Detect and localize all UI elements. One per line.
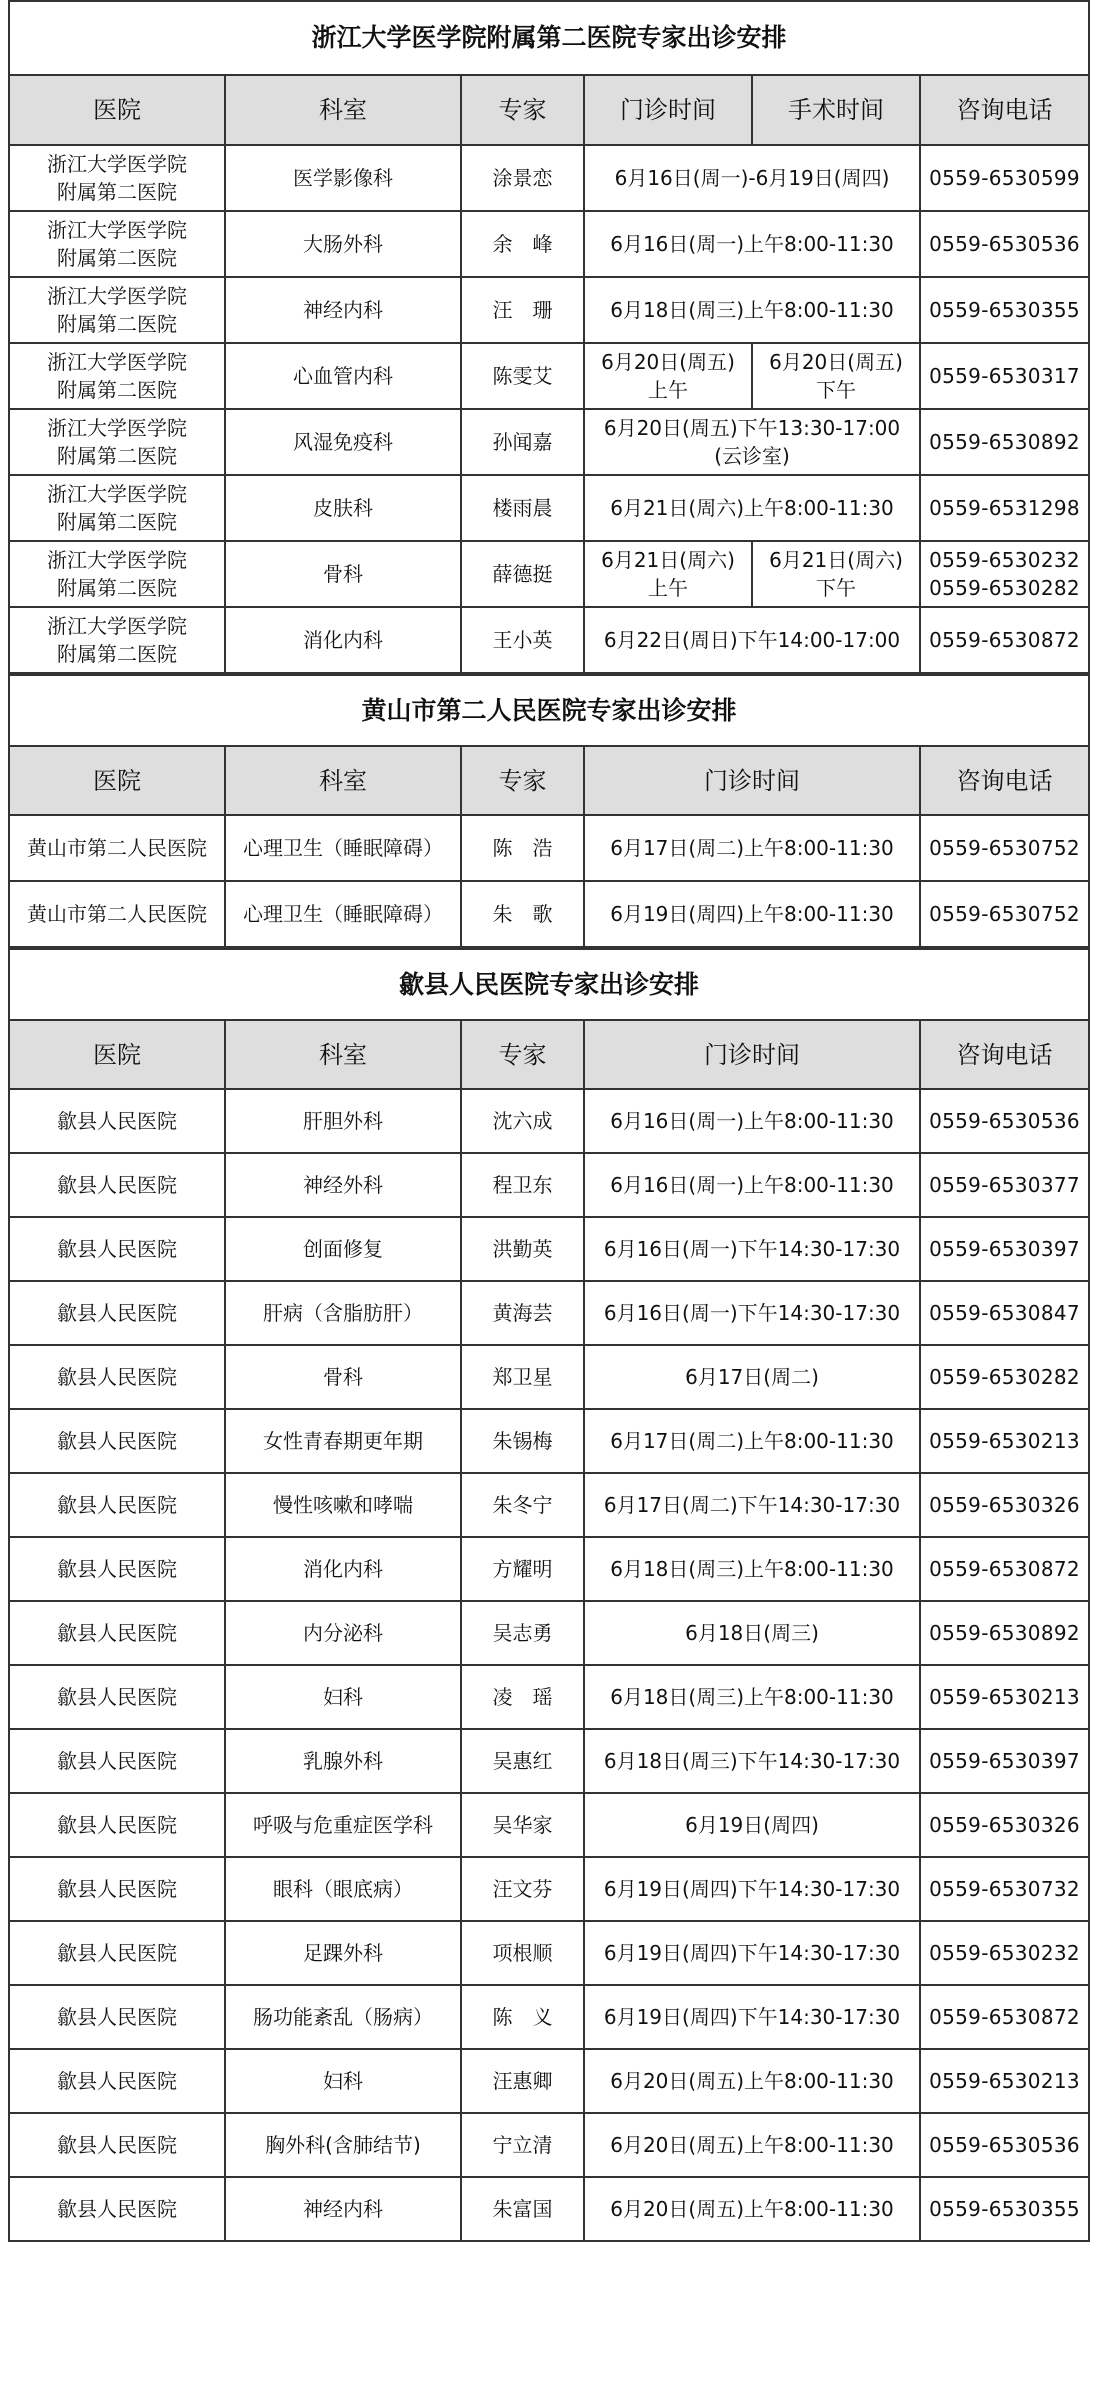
dept-cell: 足踝外科 (225, 1921, 461, 1985)
expert-cell: 吴志勇 (461, 1601, 584, 1665)
dept-cell: 神经外科 (225, 1153, 461, 1217)
time-cell: 6月19日(周四) (584, 1793, 920, 1857)
phone-cell: 0559-6530872 (920, 607, 1089, 673)
header-dept: 科室 (225, 1020, 461, 1089)
expert-cell: 孙闻嘉 (461, 409, 584, 475)
table-row (9, 1217, 1089, 1281)
time-cell: 6月17日(周二)下午14:30-17:30 (584, 1473, 920, 1537)
time-cell: 6月18日(周三)上午8:00-11:30 (584, 1665, 920, 1729)
dept-cell: 消化内科 (225, 607, 461, 673)
phone-cell: 0559-6530377 (920, 1153, 1089, 1217)
hospital-cell: 歙县人民医院 (9, 1729, 225, 1793)
phone-cell: 0559-6530732 (920, 1857, 1089, 1921)
time-cell: 6月19日(周四)上午8:00-11:30 (584, 881, 920, 947)
table-row (9, 1153, 1089, 1217)
table-row (9, 1409, 1089, 1473)
header-hospital: 医院 (9, 75, 225, 145)
hospital-cell: 歙县人民医院 (9, 1537, 225, 1601)
expert-cell: 沈六成 (461, 1089, 584, 1153)
expert-cell: 方耀明 (461, 1537, 584, 1601)
time-cell: 6月17日(周二)上午8:00-11:30 (584, 1409, 920, 1473)
phone-cell: 0559-6530213 (920, 1409, 1089, 1473)
time-cell: 6月18日(周三) (584, 1601, 920, 1665)
table-row (9, 541, 1089, 607)
dept-cell: 心理卫生（睡眠障碍） (225, 881, 461, 947)
dept-cell: 骨科 (225, 541, 461, 607)
time-cell: 6月16日(周一)下午14:30-17:30 (584, 1217, 920, 1281)
dept-cell: 内分泌科 (225, 1601, 461, 1665)
time-cell: 6月18日(周三)下午14:30-17:30 (584, 1729, 920, 1793)
hospital-cell: 歙县人民医院 (9, 1473, 225, 1537)
header-expert: 专家 (461, 1020, 584, 1089)
time-cell: 6月20日(周五)上午8:00-11:30 (584, 2113, 920, 2177)
phone-cell: 0559-6530892 (920, 409, 1089, 475)
table-row (9, 1793, 1089, 1857)
phone-cell: 0559-6530752 (920, 815, 1089, 881)
surgery-time-cell: 6月21日(周六) 下午 (752, 541, 920, 607)
time-cell: 6月17日(周二)上午8:00-11:30 (584, 815, 920, 881)
table-row (9, 145, 1089, 211)
hospital-cell: 歙县人民医院 (9, 1793, 225, 1857)
expert-cell: 黄海芸 (461, 1281, 584, 1345)
expert-cell: 朱富国 (461, 2177, 584, 2241)
hospital-cell: 歙县人民医院 (9, 2113, 225, 2177)
phone-cell: 0559-6530355 (920, 2177, 1089, 2241)
table-row (9, 815, 1089, 881)
phone-cell: 0559-6530232 (920, 1921, 1089, 1985)
dept-cell: 女性青春期更年期 (225, 1409, 461, 1473)
table-row (9, 409, 1089, 475)
expert-cell: 楼雨晨 (461, 475, 584, 541)
dept-cell: 大肠外科 (225, 211, 461, 277)
header-clinic-time: 门诊时间 (584, 75, 752, 145)
header-expert: 专家 (461, 75, 584, 145)
hospital-cell: 歙县人民医院 (9, 1601, 225, 1665)
header-phone: 咨询电话 (920, 1020, 1089, 1089)
expert-cell: 程卫东 (461, 1153, 584, 1217)
header-dept: 科室 (225, 75, 461, 145)
table-title: 歙县人民医院专家出诊安排 (9, 949, 1089, 1020)
phone-cell: 0559-6530872 (920, 1985, 1089, 2049)
dept-cell: 慢性咳嗽和哮喘 (225, 1473, 461, 1537)
phone-cell: 0559-6530892 (920, 1601, 1089, 1665)
table-row (9, 1665, 1089, 1729)
table-row (9, 343, 1089, 409)
hospital-cell: 歙县人民医院 (9, 1985, 225, 2049)
table-title: 黄山市第二人民医院专家出诊安排 (9, 675, 1089, 746)
table-row (9, 1537, 1089, 1601)
header-phone: 咨询电话 (920, 75, 1089, 145)
phone-cell: 0559-6530397 (920, 1729, 1089, 1793)
table-row (9, 1281, 1089, 1345)
table-row (9, 881, 1089, 947)
table-row (9, 277, 1089, 343)
expert-cell: 朱冬宁 (461, 1473, 584, 1537)
phone-cell: 0559-6530536 (920, 211, 1089, 277)
hospital-cell: 浙江大学医学院 附属第二医院 (9, 541, 225, 607)
dept-cell: 胸外科(含肺结节) (225, 2113, 461, 2177)
schedule-sheet (8, 0, 1088, 2242)
phone-cell: 0559-6530536 (920, 2113, 1089, 2177)
table-row (9, 1729, 1089, 1793)
dept-cell: 乳腺外科 (225, 1729, 461, 1793)
phone-cell: 0559-6530397 (920, 1217, 1089, 1281)
hospital-cell: 歙县人民医院 (9, 2049, 225, 2113)
time-cell: 6月20日(周五)上午8:00-11:30 (584, 2177, 920, 2241)
expert-cell: 朱 歌 (461, 881, 584, 947)
phone-cell: 0559-6530282 (920, 1345, 1089, 1409)
header-clinic-time: 门诊时间 (584, 746, 920, 815)
expert-cell: 洪勤英 (461, 1217, 584, 1281)
expert-cell: 宁立清 (461, 2113, 584, 2177)
phone-cell: 0559-6530326 (920, 1473, 1089, 1537)
expert-cell: 王小英 (461, 607, 584, 673)
clinic-time-cell: 6月21日(周六) 上午 (584, 541, 752, 607)
expert-cell: 吴惠红 (461, 1729, 584, 1793)
table-row (9, 607, 1089, 673)
expert-cell: 项根顺 (461, 1921, 584, 1985)
time-cell: 6月16日(周一)上午8:00-11:30 (584, 1089, 920, 1153)
table-row (9, 1857, 1089, 1921)
expert-cell: 郑卫星 (461, 1345, 584, 1409)
time-cell: 6月19日(周四)下午14:30-17:30 (584, 1985, 920, 2049)
hospital-cell: 歙县人民医院 (9, 1665, 225, 1729)
time-cell: 6月18日(周三)上午8:00-11:30 (584, 277, 920, 343)
table-zju-second-hospital (8, 0, 1090, 674)
time-cell: 6月17日(周二) (584, 1345, 920, 1409)
table-row (9, 211, 1089, 277)
hospital-cell: 黄山市第二人民医院 (9, 815, 225, 881)
hospital-cell: 浙江大学医学院 附属第二医院 (9, 343, 225, 409)
dept-cell: 神经内科 (225, 277, 461, 343)
time-cell: 6月16日(周一)-6月19日(周四) (584, 145, 920, 211)
hospital-cell: 歙县人民医院 (9, 1921, 225, 1985)
hospital-cell: 歙县人民医院 (9, 1217, 225, 1281)
table-huangshan-second-hospital (8, 674, 1090, 948)
hospital-cell: 浙江大学医学院 附属第二医院 (9, 409, 225, 475)
hospital-cell: 浙江大学医学院 附属第二医院 (9, 607, 225, 673)
dept-cell: 妇科 (225, 1665, 461, 1729)
table-row (9, 2113, 1089, 2177)
hospital-cell: 歙县人民医院 (9, 2177, 225, 2241)
expert-cell: 汪惠卿 (461, 2049, 584, 2113)
dept-cell: 风湿免疫科 (225, 409, 461, 475)
dept-cell: 心血管内科 (225, 343, 461, 409)
time-cell: 6月16日(周一)上午8:00-11:30 (584, 211, 920, 277)
hospital-cell: 歙县人民医院 (9, 1089, 225, 1153)
phone-cell: 0559-6531298 (920, 475, 1089, 541)
phone-cell: 0559-6530355 (920, 277, 1089, 343)
table-row (9, 1985, 1089, 2049)
expert-cell: 陈 浩 (461, 815, 584, 881)
hospital-cell: 黄山市第二人民医院 (9, 881, 225, 947)
phone-cell: 0559-6530213 (920, 1665, 1089, 1729)
header-expert: 专家 (461, 746, 584, 815)
header-hospital: 医院 (9, 746, 225, 815)
table-title: 浙江大学医学院附属第二医院专家出诊安排 (9, 1, 1089, 75)
header-hospital: 医院 (9, 1020, 225, 1089)
expert-cell: 凌 瑶 (461, 1665, 584, 1729)
dept-cell: 骨科 (225, 1345, 461, 1409)
hospital-cell: 浙江大学医学院 附属第二医院 (9, 211, 225, 277)
dept-cell: 肝胆外科 (225, 1089, 461, 1153)
hospital-cell: 歙县人民医院 (9, 1409, 225, 1473)
dept-cell: 肠功能紊乱（肠病） (225, 1985, 461, 2049)
table-row (9, 1921, 1089, 1985)
table-row (9, 2177, 1089, 2241)
dept-cell: 呼吸与危重症医学科 (225, 1793, 461, 1857)
expert-cell: 朱锡梅 (461, 1409, 584, 1473)
hospital-cell: 浙江大学医学院 附属第二医院 (9, 145, 225, 211)
hospital-cell: 歙县人民医院 (9, 1345, 225, 1409)
header-phone: 咨询电话 (920, 746, 1089, 815)
dept-cell: 眼科（眼底病） (225, 1857, 461, 1921)
header-surgery-time: 手术时间 (752, 75, 920, 145)
hospital-cell: 浙江大学医学院 附属第二医院 (9, 277, 225, 343)
dept-cell: 肝病（含脂肪肝） (225, 1281, 461, 1345)
dept-cell: 消化内科 (225, 1537, 461, 1601)
time-cell: 6月21日(周六)上午8:00-11:30 (584, 475, 920, 541)
expert-cell: 吴华家 (461, 1793, 584, 1857)
time-cell: 6月16日(周一)上午8:00-11:30 (584, 1153, 920, 1217)
time-cell: 6月16日(周一)下午14:30-17:30 (584, 1281, 920, 1345)
dept-cell: 妇科 (225, 2049, 461, 2113)
time-cell: 6月20日(周五)上午8:00-11:30 (584, 2049, 920, 2113)
expert-cell: 汪 珊 (461, 277, 584, 343)
expert-cell: 薛德挺 (461, 541, 584, 607)
hospital-cell: 歙县人民医院 (9, 1281, 225, 1345)
table-row (9, 2049, 1089, 2113)
phone-cell: 0559-6530599 (920, 145, 1089, 211)
phone-cell: 0559-6530536 (920, 1089, 1089, 1153)
phone-cell: 0559-6530326 (920, 1793, 1089, 1857)
phone-cell: 0559-6530872 (920, 1537, 1089, 1601)
table-row (9, 1473, 1089, 1537)
expert-cell: 陈雯艾 (461, 343, 584, 409)
surgery-time-cell: 6月20日(周五) 下午 (752, 343, 920, 409)
time-cell: 6月18日(周三)上午8:00-11:30 (584, 1537, 920, 1601)
hospital-cell: 浙江大学医学院 附属第二医院 (9, 475, 225, 541)
header-dept: 科室 (225, 746, 461, 815)
time-cell: 6月22日(周日)下午14:00-17:00 (584, 607, 920, 673)
time-cell: 6月19日(周四)下午14:30-17:30 (584, 1857, 920, 1921)
table-row (9, 1601, 1089, 1665)
expert-cell: 汪文芬 (461, 1857, 584, 1921)
table-row (9, 1089, 1089, 1153)
dept-cell: 皮肤科 (225, 475, 461, 541)
dept-cell: 心理卫生（睡眠障碍） (225, 815, 461, 881)
dept-cell: 创面修复 (225, 1217, 461, 1281)
table-row (9, 475, 1089, 541)
expert-cell: 陈 义 (461, 1985, 584, 2049)
hospital-cell: 歙县人民医院 (9, 1153, 225, 1217)
phone-cell: 0559-6530213 (920, 2049, 1089, 2113)
header-clinic-time: 门诊时间 (584, 1020, 920, 1089)
hospital-cell: 歙县人民医院 (9, 1857, 225, 1921)
phone-cell: 0559-6530232 0559-6530282 (920, 541, 1089, 607)
expert-cell: 涂景恋 (461, 145, 584, 211)
table-row (9, 1345, 1089, 1409)
phone-cell: 0559-6530752 (920, 881, 1089, 947)
table-shexian-hospital (8, 948, 1090, 2242)
dept-cell: 医学影像科 (225, 145, 461, 211)
clinic-time-cell: 6月20日(周五) 上午 (584, 343, 752, 409)
expert-cell: 余 峰 (461, 211, 584, 277)
phone-cell: 0559-6530847 (920, 1281, 1089, 1345)
phone-cell: 0559-6530317 (920, 343, 1089, 409)
dept-cell: 神经内科 (225, 2177, 461, 2241)
time-cell: 6月20日(周五)下午13:30-17:00 (云诊室) (584, 409, 920, 475)
time-cell: 6月19日(周四)下午14:30-17:30 (584, 1921, 920, 1985)
